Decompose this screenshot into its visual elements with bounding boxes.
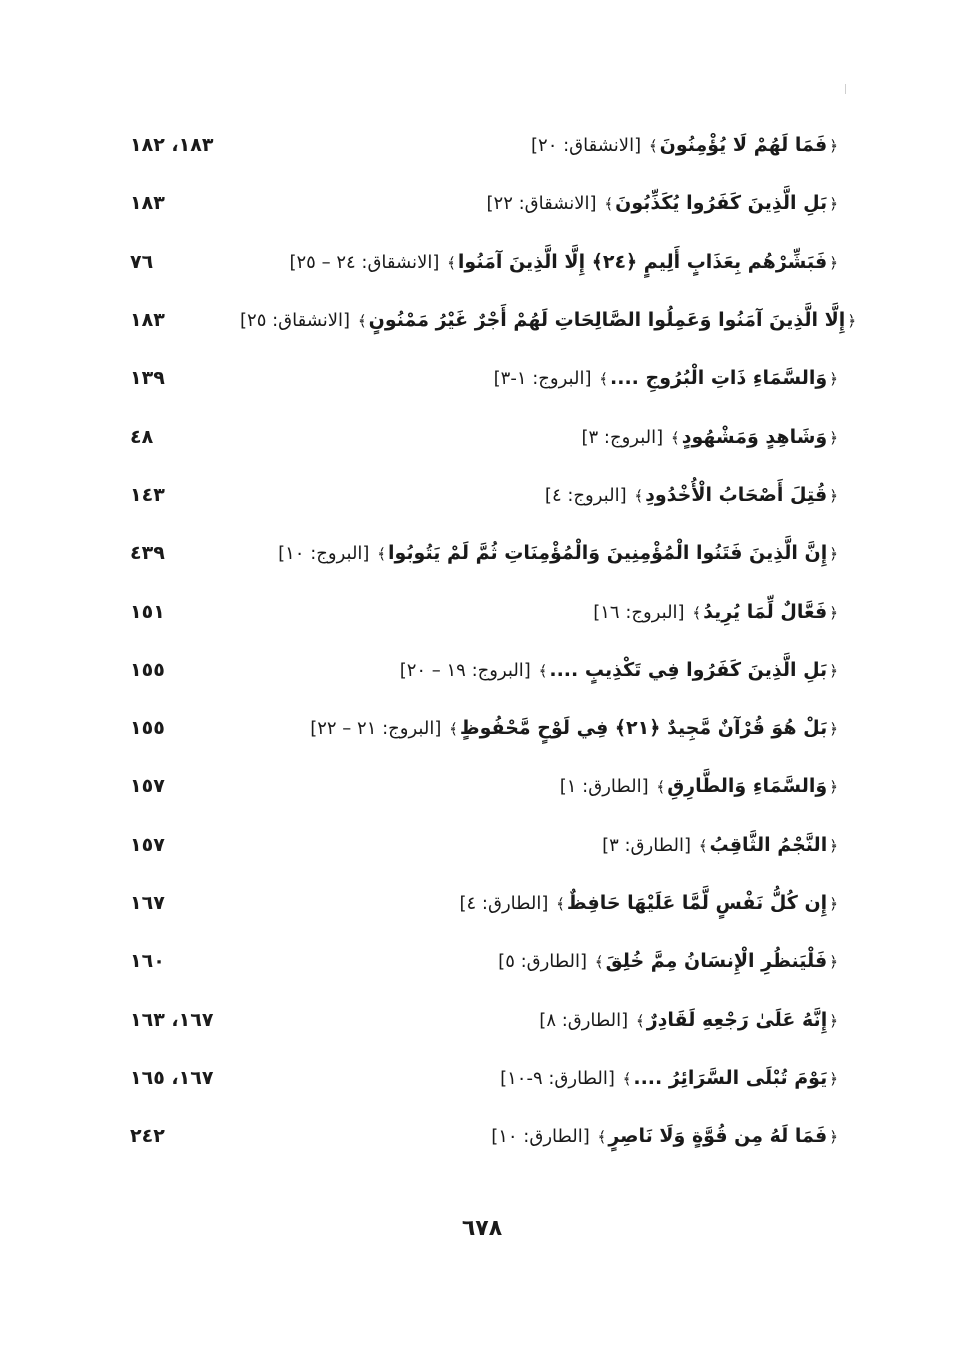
surah-reference: [الانشقاق: ٢٠] bbox=[531, 135, 642, 157]
ornate-bracket-close-icon: ﴾ bbox=[698, 836, 708, 855]
ornate-bracket-open-icon: ﴿ bbox=[829, 195, 838, 214]
ornate-bracket-close-icon: ﴾ bbox=[692, 603, 702, 622]
corner-mark bbox=[845, 84, 846, 94]
verse-text: فَمَا لَهُ مِن قُوَّةٍ وَلَا نَاصِرٍ bbox=[608, 1125, 828, 1148]
verse-citation bbox=[531, 134, 840, 156]
ornate-bracket-open-icon: ﴿ bbox=[829, 545, 838, 564]
ornate-bracket-close-icon: ﴾ bbox=[377, 545, 386, 564]
verse-text: بَلِ الَّذِينَ كَفَرُوا فِي تَكْذِيبٍ .... bbox=[549, 658, 828, 681]
surah-reference: [الطارق: ٨] bbox=[539, 1009, 629, 1031]
verse-text: إِنَّ الَّذِينَ فَتَنُوا الْمُؤْمِنِينَ وَالْمُؤْمِنَاتِ ثُمَّ لَمْ يَتُوبُوا bbox=[387, 542, 828, 565]
ornate-bracket-close-icon: ﴾ bbox=[538, 661, 548, 680]
ornate-bracket-open-icon: ﴿ bbox=[829, 1128, 838, 1147]
index-row bbox=[130, 816, 840, 874]
index-row bbox=[130, 466, 840, 524]
ornate-bracket-close-icon: ﴾ bbox=[599, 370, 609, 389]
verse-citation bbox=[487, 192, 841, 214]
verse-citation bbox=[602, 834, 840, 856]
page-references: ١٥٧ bbox=[130, 775, 165, 798]
page-references: ١٦٧ bbox=[130, 892, 165, 914]
page-references: ٢٤٢ bbox=[130, 1125, 165, 1148]
ornate-bracket-close-icon: ﴾ bbox=[556, 895, 565, 913]
page-references: ٤٨ bbox=[130, 425, 154, 448]
index-row bbox=[130, 174, 840, 232]
ornate-bracket-close-icon: ﴾ bbox=[634, 486, 644, 505]
ornate-bracket-open-icon: ﴿ bbox=[829, 137, 838, 156]
ornate-bracket-open-icon: ﴿ bbox=[847, 312, 857, 331]
surah-reference: [البروج: ٤] bbox=[544, 484, 627, 506]
surah-reference: [الطارق: ١٠] bbox=[491, 1126, 590, 1148]
index-row bbox=[130, 990, 840, 1048]
page-references: ١٦٧، ١٦٣ bbox=[130, 1008, 214, 1031]
page-references: ١٨٣ bbox=[130, 309, 165, 332]
verse-citation bbox=[459, 892, 840, 914]
ornate-bracket-open-icon: ﴿ bbox=[829, 720, 838, 739]
verse-citation bbox=[400, 659, 840, 681]
ornate-bracket-open-icon: ﴿ bbox=[829, 1069, 838, 1088]
surah-reference: [الطارق: ٥] bbox=[498, 951, 588, 973]
index-row bbox=[130, 407, 840, 465]
ornate-bracket-close-icon: ﴾ bbox=[449, 720, 458, 739]
verse-text: قُتِلَ أَصْحَابُ الْأُخْدُودِ bbox=[645, 483, 828, 506]
surah-reference: [الطارق: ٤] bbox=[459, 893, 549, 914]
surah-reference: [الانشقاق: ٢٥] bbox=[240, 310, 351, 332]
page-references: ١٥٧ bbox=[130, 833, 165, 856]
verse-citation bbox=[494, 367, 840, 389]
surah-reference: [الطارق: ١] bbox=[559, 776, 649, 798]
ornate-bracket-open-icon: ﴿ bbox=[829, 486, 838, 505]
ornate-bracket-close-icon: ﴾ bbox=[604, 195, 614, 214]
ornate-bracket-close-icon: ﴾ bbox=[447, 253, 456, 272]
index-row bbox=[130, 757, 840, 815]
ornate-bracket-open-icon: ﴿ bbox=[829, 895, 838, 913]
verse-text: النَّجْمُ الثَّاقِبُ bbox=[709, 833, 828, 856]
ornate-bracket-open-icon: ﴿ bbox=[829, 428, 838, 447]
surah-reference: [الانشقاق: ٢٢] bbox=[486, 193, 597, 215]
verse-citation bbox=[278, 542, 840, 564]
verse-text: بَلِ الَّذِينَ كَفَرُوا يُكَذِّبُونَ bbox=[615, 192, 828, 215]
ornate-bracket-close-icon: ﴾ bbox=[656, 778, 666, 797]
ornate-bracket-open-icon: ﴿ bbox=[829, 836, 838, 855]
index-row bbox=[130, 874, 840, 932]
page-references: ١٨٣ bbox=[130, 192, 165, 215]
ornate-bracket-close-icon: ﴾ bbox=[622, 1069, 632, 1088]
page-references: ١٣٩ bbox=[130, 367, 165, 390]
verse-text: فَلْيَنظُرِ الْإِنسَانُ مِمَّ خُلِقَ bbox=[605, 950, 828, 973]
verse-citation bbox=[500, 1067, 840, 1089]
ornate-bracket-open-icon: ﴿ bbox=[829, 1011, 838, 1030]
surah-reference: [البروج: ١-٣] bbox=[493, 368, 592, 390]
ornate-bracket-open-icon: ﴿ bbox=[829, 953, 838, 972]
surah-reference: [البروج: ٣] bbox=[581, 426, 664, 448]
index-row bbox=[130, 582, 840, 640]
ornate-bracket-open-icon: ﴿ bbox=[829, 661, 838, 680]
page-references: ١٥٥ bbox=[130, 717, 165, 740]
page-references: ١٥١ bbox=[130, 600, 165, 623]
surah-reference: [الطارق: ٩-١٠] bbox=[500, 1067, 615, 1089]
index-row bbox=[130, 641, 840, 699]
surah-reference: [الانشقاق: ٢٤ – ٢٥] bbox=[289, 251, 440, 273]
page-references: ١٦٧، ١٦٥ bbox=[130, 1066, 214, 1089]
index-row bbox=[130, 1049, 840, 1107]
index-row bbox=[130, 291, 857, 349]
verse-citation bbox=[539, 1009, 840, 1031]
page-references: ٧٦ bbox=[130, 250, 154, 273]
page-references: ٤٣٩ bbox=[130, 542, 165, 565]
verse-citation bbox=[498, 950, 840, 972]
page-references: ١٤٣ bbox=[130, 483, 165, 506]
page-references: ١٥٥ bbox=[130, 658, 165, 681]
ornate-bracket-close-icon: ﴾ bbox=[357, 312, 367, 331]
surah-reference: [الطارق: ٣] bbox=[602, 834, 691, 856]
verse-text: وَالسَّمَاءِ وَالطَّارِقِ bbox=[667, 775, 828, 798]
ornate-bracket-open-icon: ﴿ bbox=[829, 370, 838, 389]
verse-citation bbox=[240, 309, 858, 331]
page-number: ٦٧٨ bbox=[461, 1216, 503, 1241]
index-row bbox=[130, 524, 840, 582]
ornate-bracket-close-icon: ﴾ bbox=[594, 953, 604, 972]
surah-reference: [البروج: ٢١ – ٢٢] bbox=[310, 718, 442, 740]
index-row bbox=[130, 932, 840, 990]
ornate-bracket-open-icon: ﴿ bbox=[829, 603, 838, 622]
index-row bbox=[130, 699, 840, 757]
index-row bbox=[130, 1107, 840, 1165]
ornate-bracket-close-icon: ﴾ bbox=[648, 137, 658, 156]
verse-citation bbox=[491, 1125, 840, 1147]
surah-reference: [البروج: ١٩ – ٢٠] bbox=[399, 659, 531, 681]
verse-text: فَبَشِّرْهُم بِعَذَابٍ أَلِيمٍ ﴿٢٤﴾ إِلَّا الَّذِينَ آمَنُوا bbox=[457, 250, 828, 273]
verse-citation bbox=[593, 601, 840, 623]
verse-text: إِلَّا الَّذِينَ آمَنُوا وَعَمِلُوا الصَّالِحَاتِ لَهُمْ أَجْرٌ غَيْرُ مَمْنُونٍ bbox=[368, 309, 846, 332]
verse-text: إِن كُلُّ نَفْسٍ لَّمَّا عَلَيْهَا حَافِظٌ bbox=[566, 892, 828, 914]
verse-citation bbox=[581, 426, 840, 448]
verse-index-list bbox=[130, 116, 857, 1165]
verse-citation bbox=[289, 251, 840, 273]
verse-text: يَوْمَ تُبْلَى السَّرَائِرُ .... bbox=[633, 1066, 828, 1089]
verse-text: وَالسَّمَاءِ ذَاتِ الْبُرُوجِ .... bbox=[610, 367, 828, 390]
verse-citation bbox=[545, 484, 840, 506]
index-row bbox=[130, 349, 840, 407]
page-references: ١٨٣، ١٨٢ bbox=[130, 134, 214, 157]
verse-text: وَشَاهِدٍ وَمَشْهُودٍ bbox=[681, 425, 828, 448]
verse-text: إِنَّهُ عَلَىٰ رَجْعِهِ لَقَادِرٌ bbox=[646, 1008, 828, 1031]
page-references: ١٦٠ bbox=[130, 950, 165, 973]
ornate-bracket-open-icon: ﴿ bbox=[829, 253, 838, 272]
surah-reference: [البروج: ١٦] bbox=[593, 601, 685, 623]
verse-text: فَعَّالٌ لِّمَا يُرِيدُ bbox=[703, 600, 828, 623]
verse-citation bbox=[560, 775, 840, 797]
ornate-bracket-open-icon: ﴿ bbox=[829, 778, 838, 797]
verse-text: بَلْ هُوَ قُرْآنٌ مَّجِيدٌ ﴿٢١﴾ فِي لَوْحٍ مَّحْفُوظٍ bbox=[459, 717, 828, 740]
verse-citation bbox=[310, 717, 840, 739]
index-row bbox=[130, 116, 840, 174]
ornate-bracket-close-icon: ﴾ bbox=[597, 1128, 607, 1147]
surah-reference: [البروج: ١٠] bbox=[278, 543, 370, 565]
ornate-bracket-close-icon: ﴾ bbox=[670, 428, 680, 447]
index-row bbox=[130, 233, 840, 291]
ornate-bracket-close-icon: ﴾ bbox=[635, 1011, 645, 1030]
verse-text: فَمَا لَهُمْ لَا يُؤْمِنُونَ bbox=[659, 134, 828, 157]
